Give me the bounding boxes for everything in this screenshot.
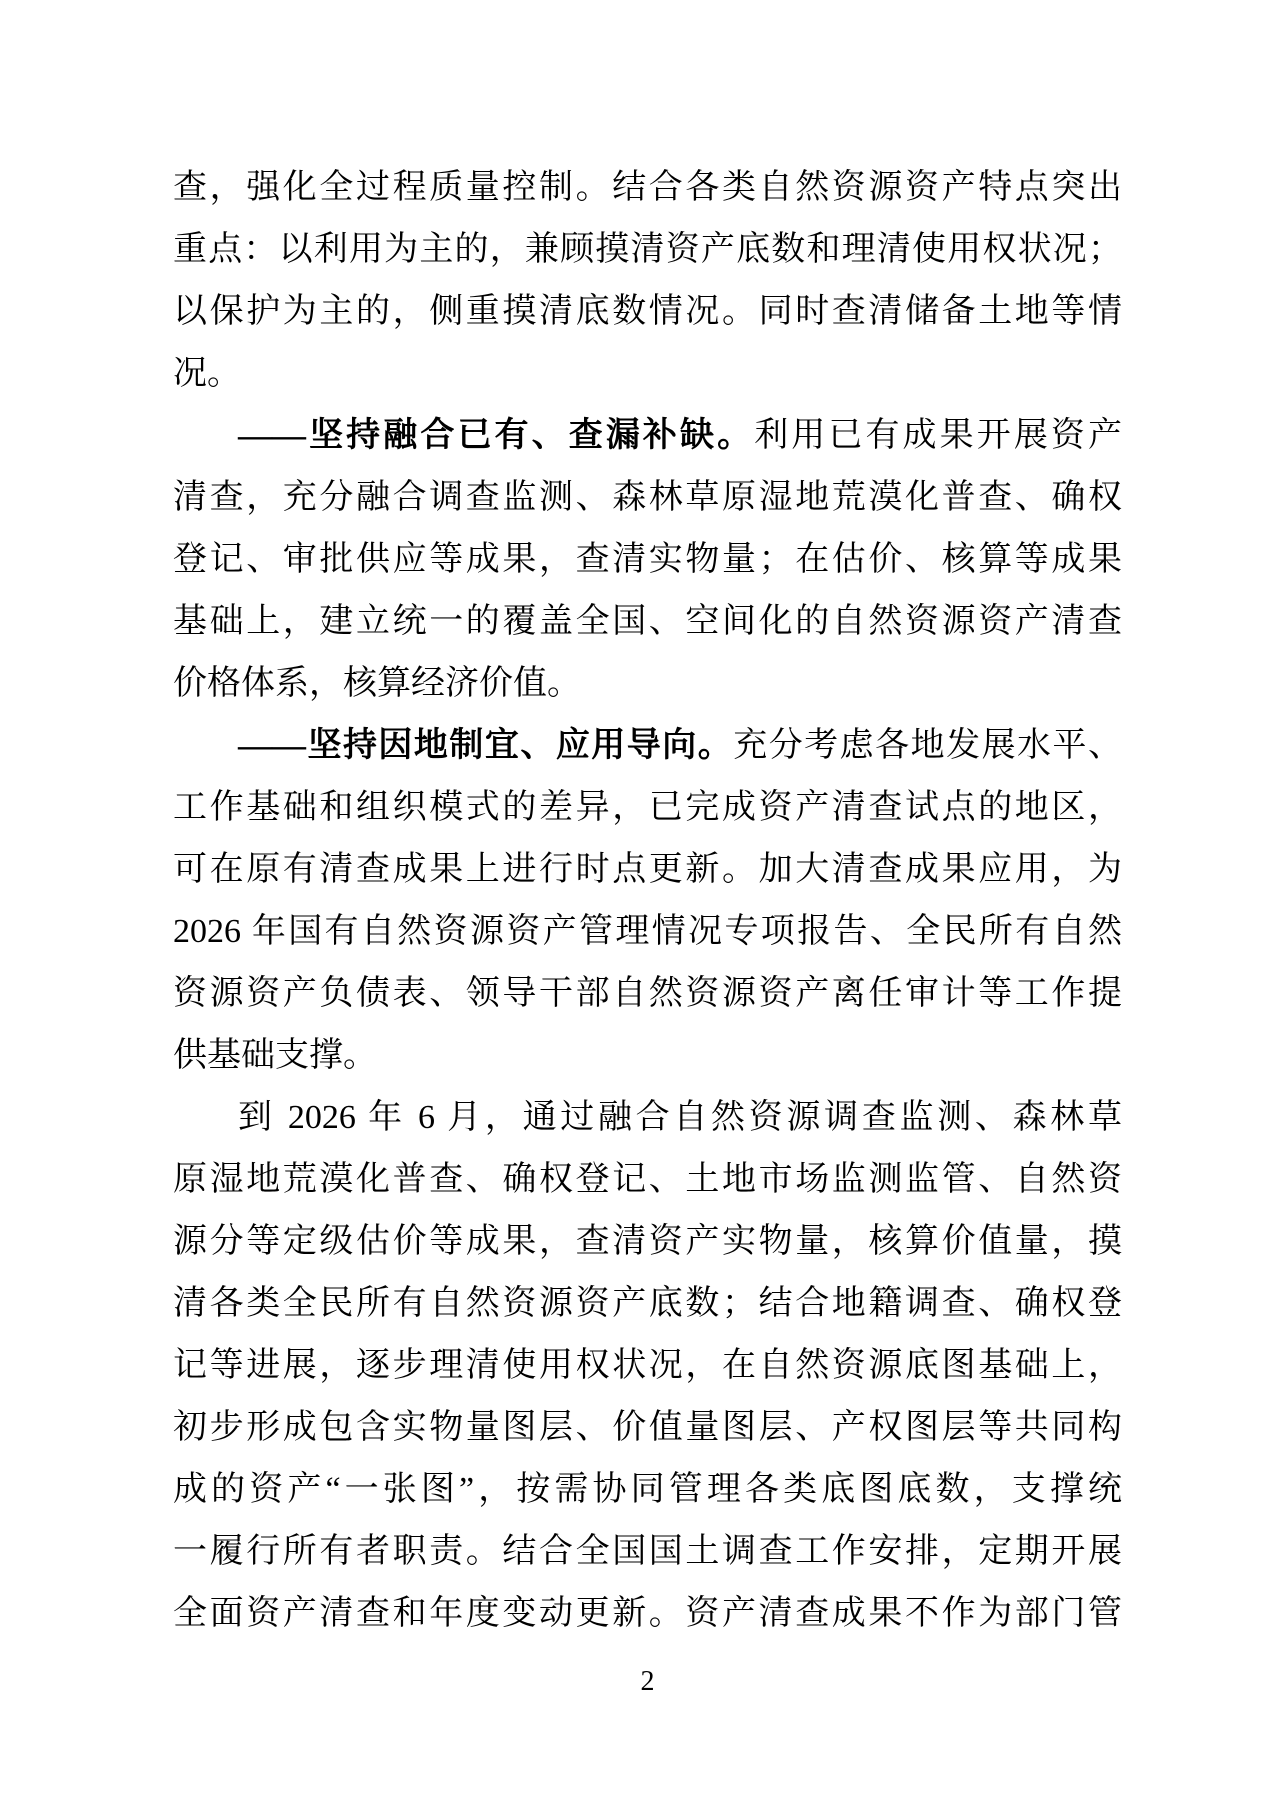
- text-line: [173, 405, 1122, 467]
- text-line: [173, 343, 1122, 405]
- text-line: [173, 1521, 1122, 1583]
- text-segment: 价格体系，核算经济价值。: [173, 665, 581, 702]
- text-segment: 登记、审批供应等成果，查清实物量；在估价、核算等成果: [173, 541, 1122, 578]
- text-line: [173, 1087, 1122, 1149]
- text-line: [173, 591, 1122, 653]
- text-segment: 2026 年国有自然资源资产管理情况专项报告、全民所有自然: [173, 913, 1122, 950]
- text-segment: 成的资产“一张图”，按需协同管理各类底图底数，支撑统: [173, 1471, 1122, 1508]
- text-line: [173, 777, 1122, 839]
- page-number: 2: [640, 1666, 655, 1697]
- text-line: [173, 1149, 1122, 1211]
- text-segment: 工作基础和组织模式的差异，已完成资产清查试点的地区，: [173, 789, 1122, 826]
- text-segment: 资源资产负债表、领导干部自然资源资产离任审计等工作提: [173, 975, 1122, 1012]
- text-line: [173, 653, 1122, 715]
- text-line: [173, 1459, 1122, 1521]
- text-line: [173, 1335, 1122, 1397]
- bold-text-segment: ——坚持因地制宜、应用导向。: [238, 727, 734, 764]
- text-segment: 原湿地荒漠化普查、确权登记、土地市场监测监管、自然资: [173, 1161, 1122, 1198]
- body-text: [173, 157, 1122, 1645]
- text-segment: 全面资产清查和年度变动更新。资产清查成果不作为部门管: [173, 1595, 1122, 1632]
- text-segment: 以保护为主的，侧重摸清底数情况。同时查清储备土地等情: [173, 293, 1122, 330]
- text-segment: 源分等定级估价等成果，查清资产实物量，核算价值量，摸: [173, 1223, 1122, 1260]
- text-line: [173, 1397, 1122, 1459]
- text-line: [173, 1211, 1122, 1273]
- text-segment: 清各类全民所有自然资源资产底数；结合地籍调查、确权登: [173, 1285, 1122, 1322]
- text-line: [173, 1025, 1122, 1087]
- text-segment: 记等进展，逐步理清使用权状况，在自然资源底图基础上，: [173, 1347, 1122, 1384]
- text-line: [173, 529, 1122, 591]
- text-segment: 况。: [173, 355, 241, 392]
- text-segment: 一履行所有者职责。结合全国国土调查工作安排，定期开展: [173, 1533, 1122, 1570]
- text-line: [173, 219, 1122, 281]
- text-segment: 充分考虑各地发展水平、: [733, 727, 1122, 764]
- text-segment: 供基础支撑。: [173, 1037, 377, 1074]
- text-line: [173, 467, 1122, 529]
- text-line: [173, 839, 1122, 901]
- text-line: [173, 157, 1122, 219]
- text-line: [173, 901, 1122, 963]
- text-segment: 基础上，建立统一的覆盖全国、空间化的自然资源资产清查: [173, 603, 1122, 640]
- text-segment: 可在原有清查成果上进行时点更新。加大清查成果应用，为: [173, 851, 1122, 888]
- text-segment: 初步形成包含实物量图层、价值量图层、产权图层等共同构: [173, 1409, 1122, 1446]
- text-line: [173, 1273, 1122, 1335]
- text-segment: 查，强化全过程质量控制。结合各类自然资源资产特点突出: [173, 169, 1122, 206]
- text-segment: 清查，充分融合调查监测、森林草原湿地荒漠化普查、确权: [173, 479, 1122, 516]
- text-segment: 利用已有成果开展资产: [754, 417, 1122, 454]
- text-line: [173, 281, 1122, 343]
- text-line: [173, 963, 1122, 1025]
- text-segment: 到 2026 年 6 月，通过融合自然资源调查监测、森林草: [238, 1099, 1122, 1136]
- text-line: [173, 1583, 1122, 1645]
- text-line: [173, 715, 1122, 777]
- text-segment: 重点：以利用为主的，兼顾摸清资产底数和理清使用权状况；: [173, 231, 1122, 268]
- bold-text-segment: ——坚持融合已有、查漏补缺。: [238, 417, 755, 454]
